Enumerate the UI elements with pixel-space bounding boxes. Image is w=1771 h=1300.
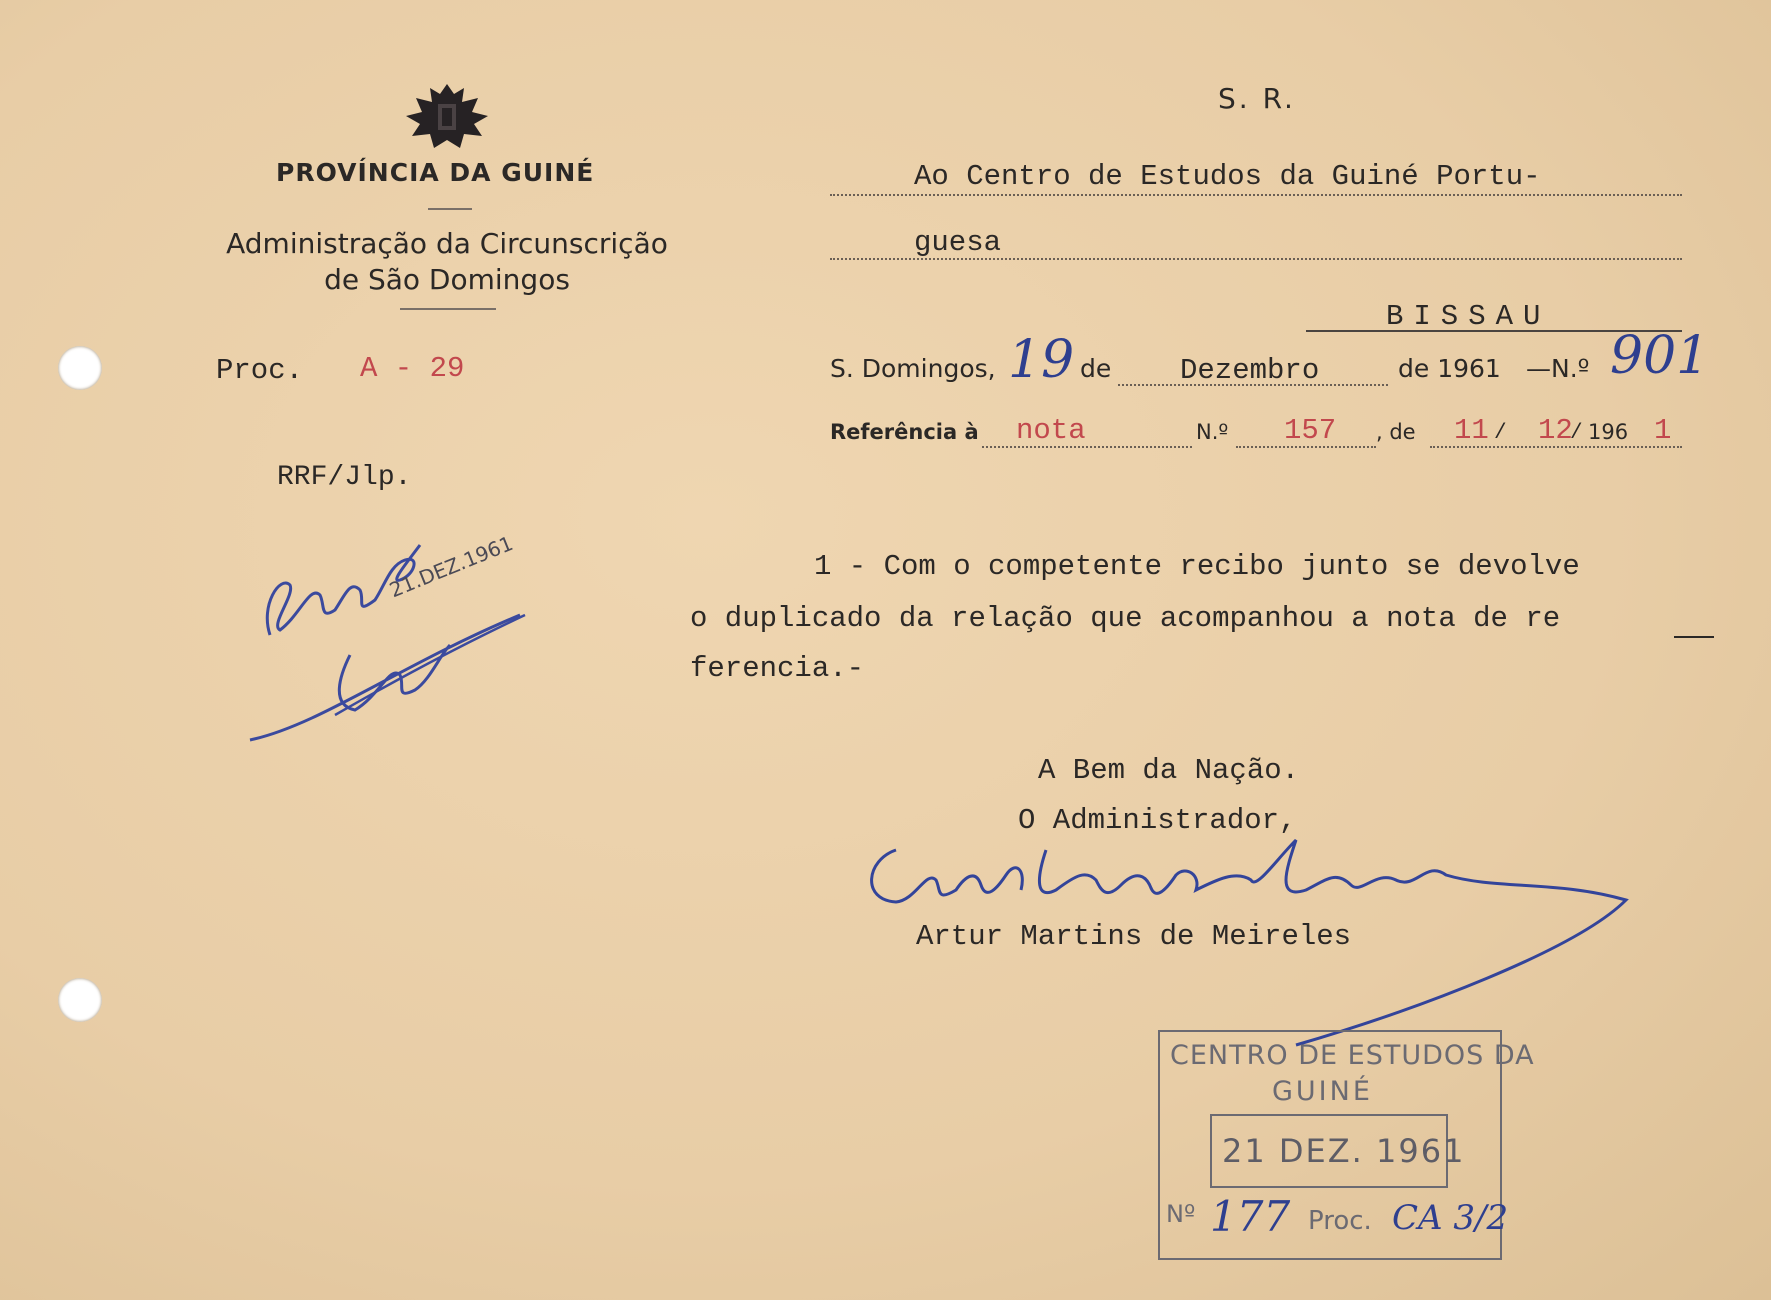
signer-name: Artur Martins de Meireles xyxy=(916,920,1352,953)
place-label: S. Domingos, xyxy=(830,354,996,383)
destination-city: BISSAU xyxy=(1386,300,1551,333)
addressee-line-1-text: Ao Centro de Estudos da Guiné Portu- xyxy=(914,160,1541,193)
stamp-proc-label: Proc. xyxy=(1308,1206,1372,1236)
reference-type: nota xyxy=(1016,414,1086,447)
province-title: PROVÍNCIA DA GUINÉ xyxy=(276,158,595,187)
closing-salutation: A Bem da Nação. xyxy=(1038,754,1300,787)
reference-year-suffix: 1 xyxy=(1654,414,1672,447)
proc-number: A - 29 xyxy=(360,352,465,385)
stamp-institution-line-2: GUINÉ xyxy=(1272,1076,1373,1107)
reference-type-line xyxy=(982,446,1192,448)
reference-month: 12 xyxy=(1538,414,1573,447)
stamp-institution-line-1: CENTRO DE ESTUDOS DA xyxy=(1170,1040,1535,1071)
divider-long xyxy=(400,308,496,310)
addressee-line-2-text: guesa xyxy=(914,226,1002,259)
number-label: —N.º xyxy=(1526,354,1590,383)
stamp-proc-handwritten: CA 3/2 xyxy=(1392,1198,1509,1238)
reference-de-label: , de xyxy=(1376,420,1416,444)
stamp-number-handwritten: 177 xyxy=(1210,1192,1291,1241)
reference-initials: RRF/Jlp. xyxy=(277,462,412,493)
reference-number-label: N.º xyxy=(1196,420,1229,444)
sr-mark: S. R. xyxy=(1218,82,1296,115)
reference-day: 11 xyxy=(1454,414,1489,447)
number-handwritten: 901 xyxy=(1610,326,1710,386)
stamp-number-label: Nº xyxy=(1166,1200,1196,1228)
body-line-1: 1 - Com o competente recibo junto se devolve xyxy=(814,550,1580,583)
administration-title: Administração da Circunscrição de São Domingos xyxy=(226,227,668,296)
year-label: de 1961 xyxy=(1398,354,1501,383)
signer-title: O Administrador, xyxy=(1018,804,1297,837)
body-line-2-underline xyxy=(1674,636,1714,638)
reference-year-prefix: 196 xyxy=(1588,420,1629,444)
body-line-2: o duplicado da relação que acompanhou a nota de re xyxy=(690,602,1561,635)
stamp-date-box xyxy=(1210,1114,1466,1188)
receipt-stamp xyxy=(1158,1030,1535,1260)
received-date-stamp-small: 21.DEZ.1961 xyxy=(386,530,517,603)
reference-slash-2: / xyxy=(1570,422,1583,445)
day-handwritten: 19 xyxy=(1008,330,1075,390)
de-label-1: de xyxy=(1080,354,1112,383)
reference-number: 157 xyxy=(1284,414,1337,447)
proc-label: Proc. xyxy=(216,354,304,387)
punch-hole-bottom xyxy=(58,978,102,1022)
divider-short xyxy=(428,208,472,210)
month: Dezembro xyxy=(1180,354,1320,387)
reference-label: Referência à xyxy=(830,420,979,444)
punch-hole-top xyxy=(58,346,102,390)
reference-slash-1: / xyxy=(1494,422,1507,445)
body-line-3: ferencia.- xyxy=(690,652,865,685)
stamp-date: 21 DEZ. 1961 xyxy=(1222,1132,1466,1170)
coat-of-arms-emblem xyxy=(402,80,492,152)
addressee-line-1 xyxy=(830,194,1682,196)
